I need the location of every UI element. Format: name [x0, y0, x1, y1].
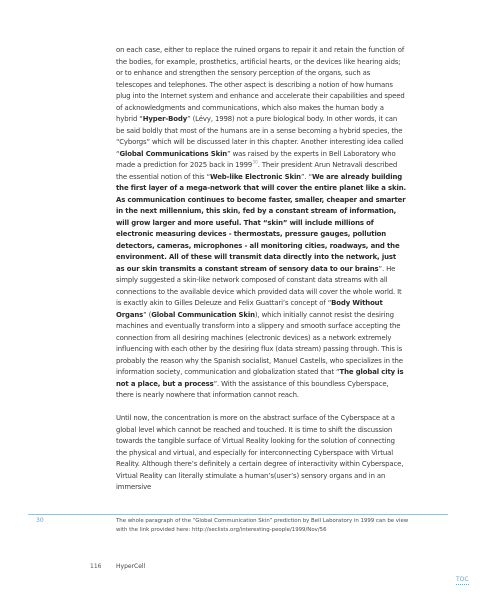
text-run: ” (: [143, 310, 152, 319]
emphasized-text: Global Communications Skin: [119, 149, 228, 158]
text-run: ”. He simply suggested a skin-like network composed of constant data streams with all connections to the available device which provided data will cover the whole world. It is exactly akin to Gilles Deleuze and Felix Guattari’s concept of “: [116, 264, 402, 307]
footnote-text: The whole paragraph of the “Global Communication Skin” prediction by Bell Laboratory in 1999 can be view with the link provided here: http://seclists.org/interesting-people/1999/Nov/56: [116, 518, 409, 534]
emphasized-text: We are already building the first layer of a mega-network that will cover the entire planet like a skin. As communication continues to become faster, smaller, cheaper and smarter in the next millennium, this skin, fed by a constant stream of information, will grow larger and more useful. That “skin” will include millions of electronic measuring devices - thermostats, pressure gauges, pollution detectors, cameras, microphones - all monitoring cities, roadways, and the environment. All of these will transmit data directly into the network, just as our skin transmits a constant stream of sensory data to our brains: [116, 172, 406, 273]
running-title: HyperCell: [116, 563, 146, 570]
emphasized-text: Body Without Organs: [116, 299, 383, 319]
text-run: ), which initially cannot resist the desiring machines and eventually transform into a slippery and smooth surface accepting the connection from all desiring machines (electronic devices) as a network extremely influencing with each other by the desiring flux (data stream) passing through. This is probably the reason why the Spanish socialist, Manuel Castells, who specializes in the information society, communication and globalization stated that “: [116, 310, 403, 376]
text-run: Until now, the concentration is more on the abstract surface of the Cyberspace at a global level which cannot be reached and touched. It is time to shift the discussion towards the tangible surface of Virtual Reality looking for the solution of connecting the physical and virtual, and especially for interconnecting Cyberspace with Virtual Reality. Although there’s definitely a certain degree of interactivity within Cyberspace, Virtual Reality can literally stimulate a human’s(user’s) sensory organs and in an immersive: [116, 414, 404, 491]
paragraph: [116, 45, 406, 402]
text-run: ”. “: [300, 172, 313, 181]
paragraph: [116, 413, 406, 494]
emphasized-text: Web-like Electronic Skin: [210, 172, 301, 181]
emphasized-text: The global city is not a place, but a process: [116, 368, 404, 388]
page-number: 116: [90, 563, 102, 570]
text-run: ” (Lévy, 1998) not a pure biological body. In other words, it can be said boldly that most of the humans are in a sense becoming a hybrid species, the “Cyborgs” which will be discussed later in this chapter. Another interesting idea called “: [116, 115, 404, 158]
emphasized-text: Global Communication Skin: [151, 310, 255, 319]
emphasized-text: Hyper-Body: [142, 115, 188, 123]
footnote-reference[interactable]: 30: [252, 160, 258, 166]
text-run: on each case, either to replace the ruined organs to repair it and retain the function of the bodies, for example, prosthetics, artificial hearts, or the devices like hearing aids; or to enhance and strengthen the sensory perception of the organs, such as telescopes and telephones. The other aspect is describing a notion of how humans plug into the Internet system and enhance and accelerate their capabilities and speed of acknowledgments and communications, which also makes the human body a hybrid “: [116, 46, 405, 123]
text-run: ”. With the assistance of this boundless Cyberspace, there is nearly nowhere that information cannot reach.: [116, 379, 389, 399]
text-run: . Their president Arun Netravali described the essential notion of this “: [116, 161, 398, 181]
footnote-number: 30: [36, 517, 44, 524]
toc-link[interactable]: TOC: [456, 576, 469, 583]
body-text: [116, 45, 406, 505]
text-run: ” was raised by the experts in Bell Laboratory who made a prediction for 2025 back in 1999: [116, 149, 396, 169]
footnote-divider: [28, 514, 448, 515]
